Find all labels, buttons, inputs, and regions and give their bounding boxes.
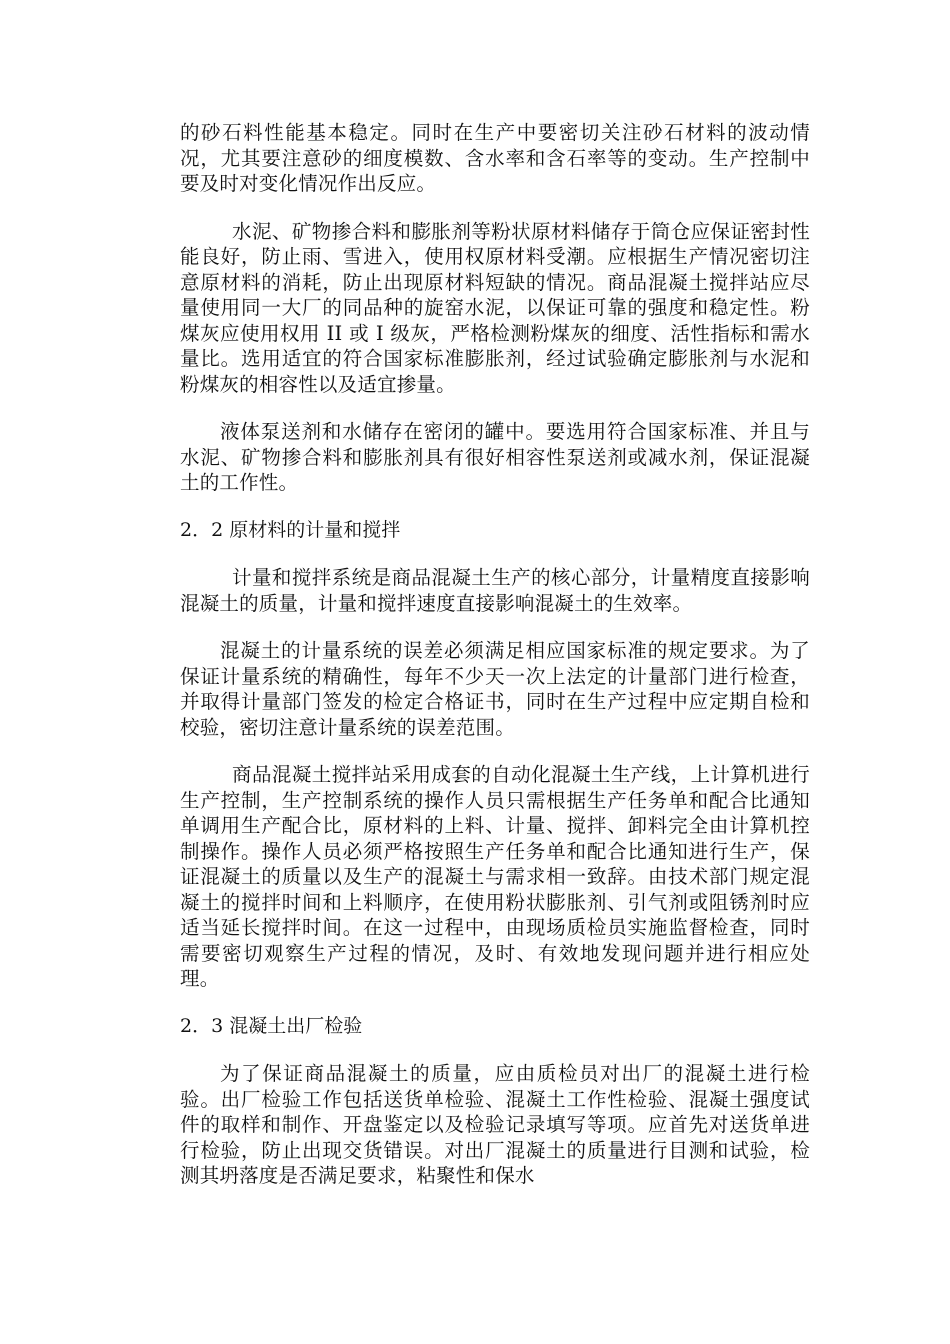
paragraph-metering-core: 计量和搅拌系统是商品混凝土生产的核心部分，计量精度直接影响混凝土的质量，计量和搅拌速度直接影响混凝土的生效率。 xyxy=(180,566,810,615)
paragraph-metering-error: 混凝土的计量系统的误差必须满足相应国家标准的规定要求。为了保证计量系统的精确性，每年不少天一次上法定的计量部门进行检查，并取得计量部门签发的检定合格证书，同时在生产过程中应定期自检和校验，密切注意计量系统的误差范围。 xyxy=(180,639,810,739)
paragraph-powder-storage: 水泥、矿物掺合料和膨胀剂等粉状原材料储存于筒仓应保证密封性能良好，防止雨、雪进入，使用权原材料受潮。应根据生产情况密切注意原材料的消耗，防止出现原材料短缺的情况。商品混凝土搅拌站应尽量使用同一大厂的同品种的旋窑水泥，以保证可靠的强度和稳定性。粉煤灰应使用权用 II 或 I 级灰，严格检测粉煤灰的细度、活性指标和需水量比。选用适宜的符合国家标准膨胀剂，经过试验确定膨胀剂与水泥和粉煤灰的相容性以及适宜掺量。 xyxy=(180,219,810,396)
paragraph-factory-inspection: 为了保证商品混凝土的质量，应由质检员对出厂的混凝土进行检验。出厂检验工作包括送货单检验、混凝土工作性检验、混凝土强度试件的取样和制作、开盘鉴定以及检验记录填写等项。应首先对送货单进行检验，防止出现交货错误。对出厂混凝土的质量进行目测和试验，检测其坍落度是否满足要求，粘聚性和保水 xyxy=(180,1062,810,1187)
paragraph-aggregate-stability: 的砂石料性能基本稳定。同时在生产中要密切关注砂石材料的波动情况，尤其要注意砂的细度模数、含水率和含石率等的变动。生产控制中要及时对变化情况作出反应。 xyxy=(180,121,810,195)
section-heading-2-2: 2．2 原材料的计量和搅拌 xyxy=(180,518,401,541)
document-page xyxy=(180,120,810,1189)
section-heading-2-3: 2．3 混凝土出厂检验 xyxy=(180,1014,363,1037)
paragraph-automation-line: 商品混凝土搅拌站采用成套的自动化混凝土生产线，上计算机进行生产控制，生产控制系统的操作人员只需根据生产任务单和配合比通知单调用生产配合比，原材料的上料、计量、搅拌、卸料完全由计算机控制操作。操作人员必须严格按照生产任务单和配合比通知进行生产，保证混凝土的质量以及生产的混凝土与需求相一致辞。由技术部门规定混凝土的搅拌时间和上料顺序，在使用粉状膨胀剂、引气剂或阻锈剂时应适当延长搅拌时间。在这一过程中，由现场质检员实施监督检查，同时需要密切观察生产过程的情况，及时、有效地发现问题并进行相应处理。 xyxy=(180,763,810,990)
paragraph-liquid-admixture: 液体泵送剂和水储存在密闭的罐中。要选用符合国家标准、并且与水泥、矿物掺合料和膨胀剂具有很好相容性泵送剂或减水剂，保证混凝土的工作性。 xyxy=(180,420,810,494)
